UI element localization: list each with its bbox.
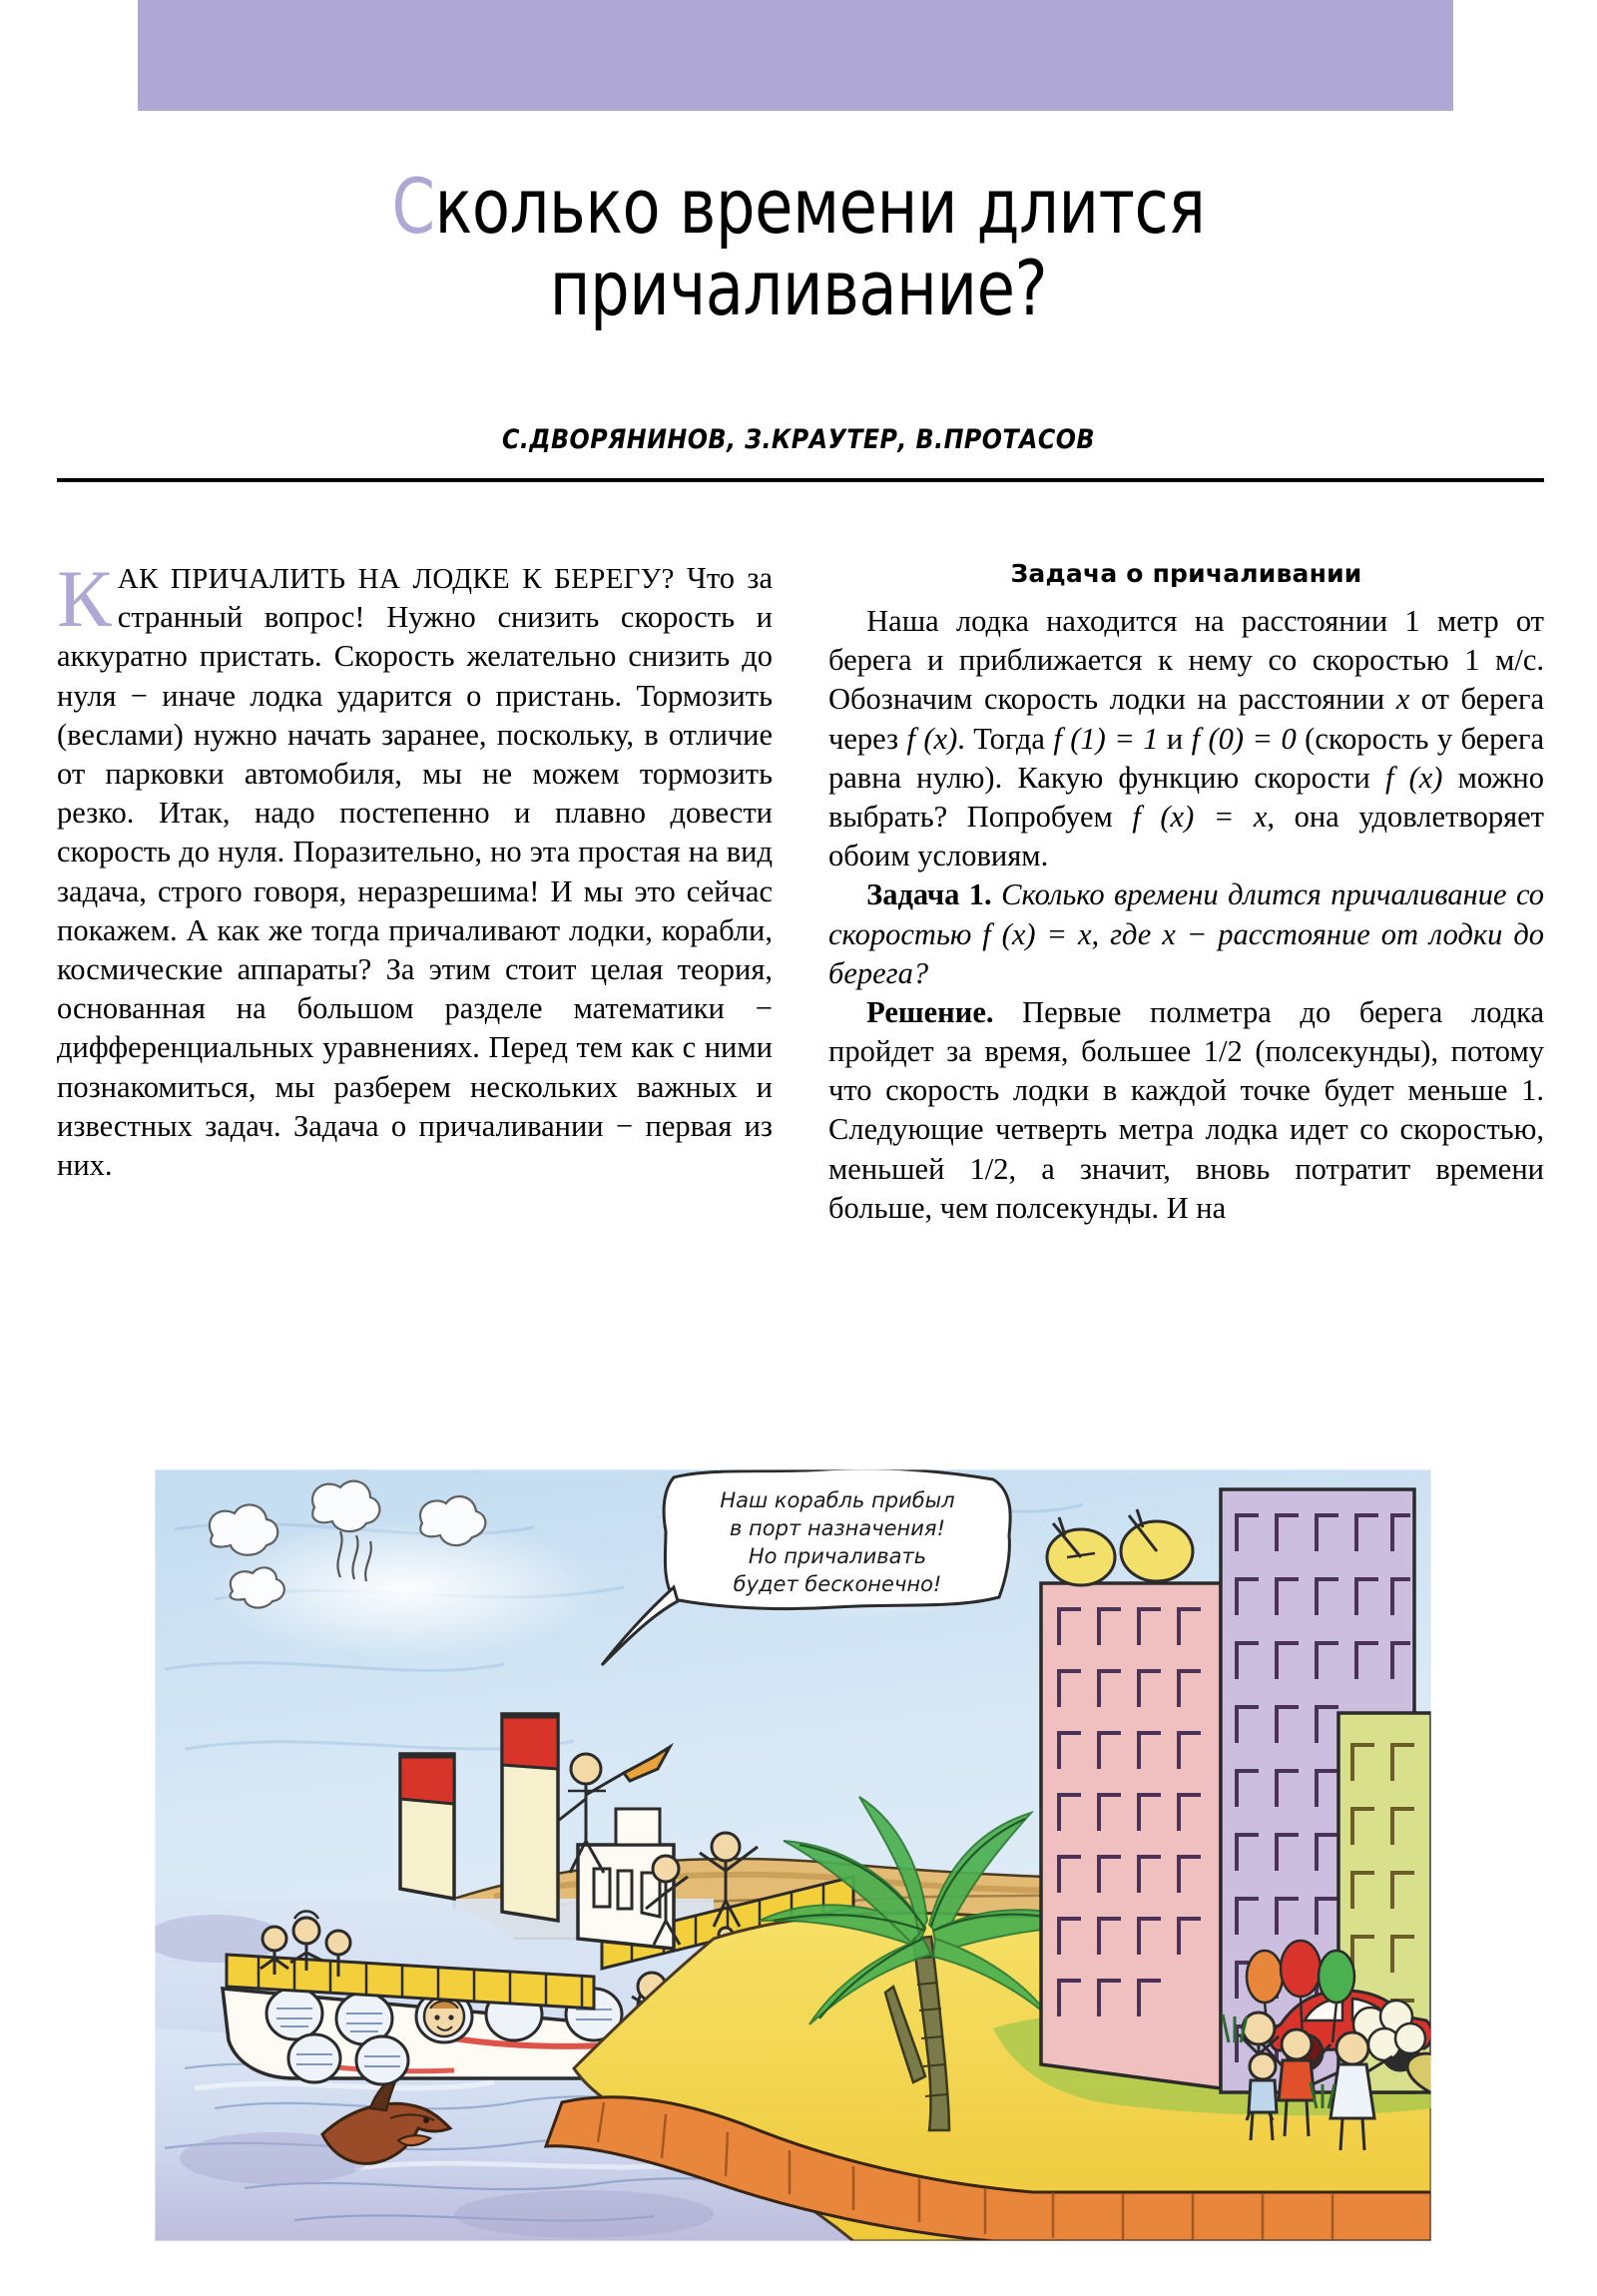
problem-text-d: и <box>1158 721 1192 756</box>
authors-byline: С.ДВОРЯНИНОВ, З.КРАУТЕР, В.ПРОТАСОВ <box>502 424 1095 455</box>
bubble-line-4: будет бесконечно! <box>733 1572 942 1596</box>
porthole-passenger-face <box>424 1997 464 2036</box>
task-text-a: Сколько времени длится причаливание со скоростью <box>828 877 1545 951</box>
title-dropcap-letter: С <box>391 161 435 251</box>
header-divider-rule <box>57 478 1544 482</box>
paragraph-task-1 <box>828 875 1544 993</box>
math-variable-x: x <box>1395 682 1410 717</box>
task-label: Задача 1. <box>866 877 992 912</box>
page-title <box>193 161 1404 332</box>
problem-text-a: Наша лодка находится на расстоянии 1 метр от берега и приближается к нему со скоростью 1 м/с. Обозначим скорость лодки на расстоянии <box>828 604 1544 717</box>
bubble-line-1: Наш корабль прибыл <box>720 1488 955 1512</box>
solution-text: Первые полметра до берега лодка пройдет за время, большее 1/2 (полсекунды), потому что скорость лодки в каждой точке будет меньше 1. Следующие четверть метра лодка идет со скоростью, меньшей 1/2, а значит, вновь потратит времени больше, чем полсекунды. И на <box>828 994 1544 1225</box>
title-line-2: причаливание? <box>549 243 1048 332</box>
column-left <box>57 553 774 1185</box>
lead-body-text: Что за странный вопрос! Нужно снизить скорость и аккуратно пристать. Скорость желательно снизить до нуля − иначе лодка ударится о пристань. Тормозить (веслами) нужно начать заранее, поскольку, в отличие от парковки автомобиля, мы не можем тормозить резко. Итак, надо постепенно и плавно довести скорость до нуля. Поразительно, но эта простая на вид задача, строго говоря, неразрешима! И мы это сейчас покажем. А как же тогда причаливают лодки, корабли, космические аппараты? За этим стоит целая теория, основанная на большом разделе математики − дифференциальных уравнениях. Перед тем как с ними познакомиться, мы разберем нескольких важных и известных задач. Задача о причаливании − первая из них. <box>57 561 774 1182</box>
lead-dropcap-letter: К <box>57 553 112 644</box>
ship-funnel-right <box>502 1714 558 1921</box>
title-line-1: колько времени длится <box>434 161 1206 251</box>
math-f-of-x-equals-x-2: f (x) = x <box>982 916 1092 951</box>
article-body <box>57 553 1545 1447</box>
math-variable-x-2: x <box>1162 916 1176 951</box>
solution-label: Решение. <box>866 994 994 1029</box>
lead-opening-question: АК ПРИЧАЛИТЬ НА ЛОДКЕ К БЕРЕГУ? <box>117 563 675 595</box>
problem-text-c: . Тогда <box>957 721 1054 756</box>
ship-bridge-top <box>616 1809 660 1845</box>
ship-funnel-left <box>400 1754 454 1899</box>
bubble-line-3: Но причаливать <box>748 1544 927 1568</box>
paragraph-solution <box>828 993 1544 1228</box>
math-f-one-equals-one: f (1) = 1 <box>1053 721 1159 756</box>
article-illustration <box>155 1469 1431 2241</box>
task-text-c: − расстояние от лодки до берега? <box>828 916 1545 990</box>
illustration-canvas <box>155 1469 1431 2241</box>
section-heading-problem: Задача о причаливании <box>1010 559 1362 588</box>
problem-text-e: (скорость у берега равна нулю). Какую функцию скорости <box>828 721 1544 795</box>
lead-paragraph <box>57 553 774 1185</box>
math-f-of-x-equals-x-1: f (x) = x <box>1132 799 1268 834</box>
math-f-zero-equals-zero: f (0) = 0 <box>1191 721 1297 756</box>
header-purple-bar <box>138 0 1453 111</box>
column-right <box>828 559 1544 1228</box>
task-text-b: , где <box>1091 916 1163 951</box>
paragraph-problem-statement <box>828 602 1544 875</box>
building-pink <box>1041 1509 1221 2088</box>
math-f-of-x-2: f (x) <box>1384 760 1443 795</box>
problem-text-h: , она удовлетворяет обоим условиям. <box>828 799 1544 873</box>
problem-text-g: можно выбрать? Попробуем <box>828 760 1545 834</box>
problem-text-b: от берега через <box>828 682 1544 756</box>
math-f-of-x-1: f (x) <box>906 721 958 756</box>
bubble-line-2: в порт назначения! <box>730 1516 945 1540</box>
